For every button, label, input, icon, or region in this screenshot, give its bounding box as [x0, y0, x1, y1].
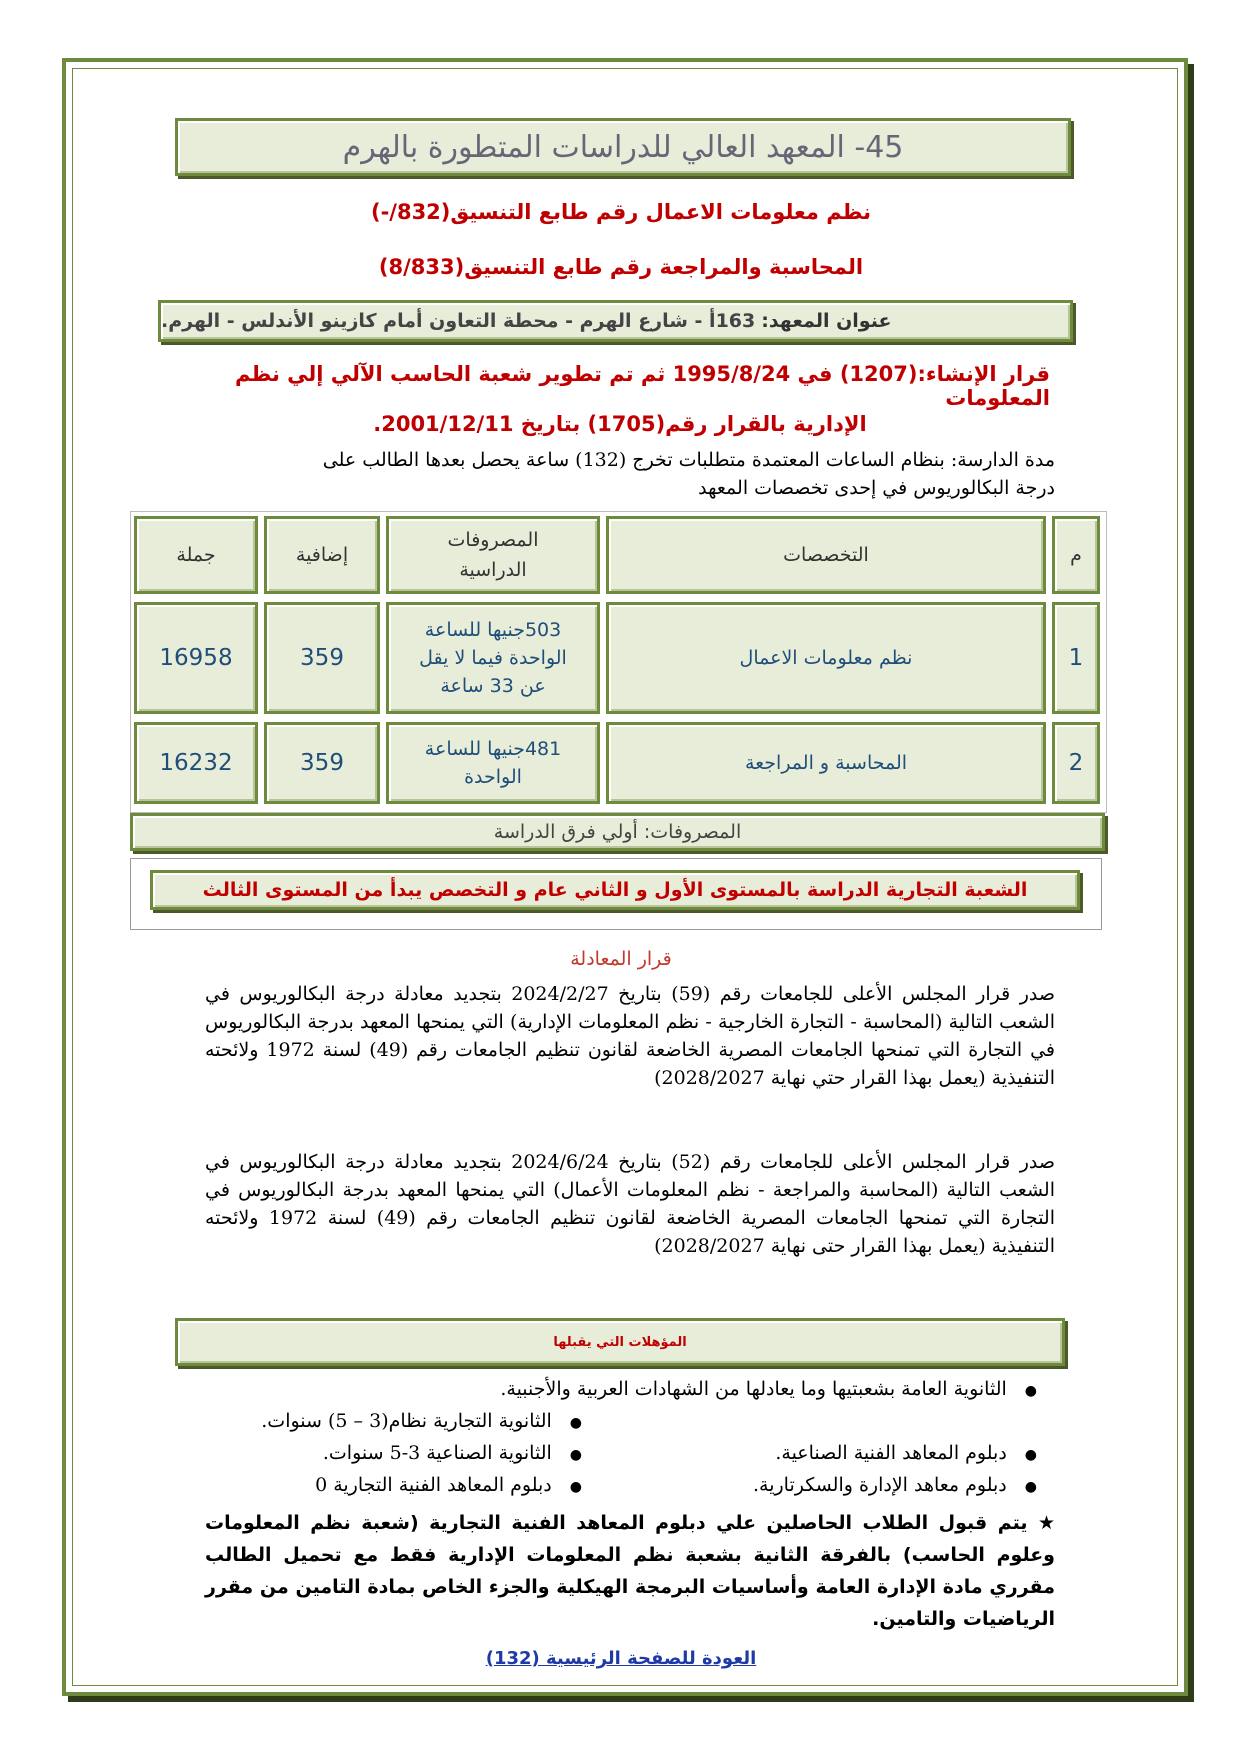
equivalence-title: قرار المعادلة — [570, 948, 672, 970]
branch-note-text: الشعبة التجارية الدراسة بالمستوى الأول و الثاني عام و التخصص يبدأ من المستوى الثالث — [202, 879, 1028, 901]
program-2-line: المحاسبة والمراجعة رقم طابع التنسيق(8/833) — [378, 255, 864, 279]
row-1-num: 1 — [1052, 602, 1100, 714]
qualification-item: ●الثانوية العامة بشعبتيها وما يعادلها من الشهادات العربية والأجنبية. — [500, 1378, 1037, 1400]
row-1-fees — [386, 602, 600, 714]
branch-note — [150, 870, 1080, 910]
institute-title — [175, 118, 1071, 176]
header-fees-line-2: الدراسية — [459, 559, 527, 581]
header-fees — [386, 516, 600, 594]
row-2-num: 2 — [1052, 722, 1100, 804]
qualification-item: ●الثانوية التجارية نظام(3 – 5) سنوات. — [261, 1410, 582, 1432]
row-1-total: 16958 — [134, 602, 258, 714]
equivalence-paragraph-1: صدر قرار المجلس الأعلى للجامعات رقم (59) بتاريخ 2024/2/27 بتجديد معادلة درجة البكالوريوس في الشعب التالية (المحاسبة - التجارة الخارجية - نظم المعلومات الإدارية) التي يمنحها المعهد بدرجة البكالوريوس في التجارة التي تمنحها الجامعات المصرية الخاضعة لقانون تنظيم الجامعات رقم (49) لسنة 1972 ولائحته التنفيذية (يعمل بهذا القرار حتي نهاية 2028/2027) — [205, 983, 1056, 1089]
row-2-fees-line-2: الواحدة — [464, 766, 522, 788]
row-2-extra: 359 — [264, 722, 380, 804]
address-box — [158, 300, 1073, 342]
header-specialization: التخصصات — [606, 516, 1046, 594]
row-1-fees-line-1: 503جنيها للساعة — [424, 619, 562, 641]
address-value: 163أ - شارع الهرم - محطة التعاون أمام كازينو الأندلس - الهرم. — [161, 310, 756, 332]
decree-line-2: الإدارية بالقرار رقم(1705) بتاريخ 2001/12/11. — [373, 412, 867, 436]
qualification-item: ●دبلوم معاهد الإدارة والسكرتارية. — [752, 1474, 1037, 1496]
header-extra: إضافية — [264, 516, 380, 594]
row-1-specialization: نظم معلومات الاعمال — [606, 602, 1046, 714]
back-to-home-link[interactable]: العودة للصفحة الرئيسية (132) — [485, 1648, 757, 1669]
decree-line-1: قرار الإنشاء:(1207) في 1995/8/24 ثم تم تطوير شعبة الحاسب الآلي إلي نظم المعلومات — [235, 362, 1050, 410]
row-1-extra: 359 — [264, 602, 380, 714]
acceptance-note: ★ يتم قبول الطلاب الحاصلين علي دبلوم المعاهد الفنية التجارية (شعبة نظم المعلومات وعلوم الحاسب) بالفرقة الثانية بشعبة نظم المعلومات الإدارية فقط مع تحميل الطالب مقرري مادة الإدارة العامة وأساسيات البرمجة الهيكلية والجزء الخاص بمادة التامين من مقرر الرياضيات والتامين. — [205, 1512, 1055, 1630]
institute-title-text: 45- المعهد العالي للدراسات المتطورة بالهرم — [342, 129, 904, 165]
qualification-item: ●دبلوم المعاهد الفنية التجارية 0 — [315, 1474, 582, 1496]
row-2-fees-line-1: 481جنيها للساعة — [424, 738, 562, 760]
expenses-note-text: المصروفات: أولي فرق الدراسة — [493, 821, 742, 843]
qualifications-title — [175, 1318, 1065, 1366]
row-2-fees — [386, 722, 600, 804]
header-total: جملة — [134, 516, 258, 594]
study-line-2: درجة البكالوريوس في إحدى تخصصات المعهد — [698, 477, 1055, 499]
address-label: عنوان المعهد: — [761, 310, 892, 332]
row-2-total: 16232 — [134, 722, 258, 804]
study-line-1: مدة الدارسة: بنظام الساعات المعتمدة متطلبات تخرج (132) ساعة يحصل بعدها الطالب على — [322, 449, 1055, 471]
expenses-note — [130, 813, 1105, 851]
row-1-fees-line-3: عن 33 ساعة — [440, 675, 546, 697]
qualification-item: ●دبلوم المعاهد الفنية الصناعية. — [775, 1442, 1037, 1464]
program-1-line: نظم معلومات الاعمال رقم طابع التنسيق(832/-) — [370, 200, 872, 224]
header-fees-line-1: المصروفات — [447, 529, 539, 551]
equivalence-paragraph-2: صدر قرار المجلس الأعلى للجامعات رقم (52) بتاريخ 2024/6/24 بتجديد معادلة درجة البكالوريوس في الشعب التالية (المحاسبة والمراجعة - نظم المعلومات الأعمال) التي يمنحها المعهد بدرجة البكالوريوس في التجارة التي تمنحها الجامعات المصرية الخاضعة لقانون تنظيم الجامعات رقم (49) لسنة 1972 ولائحته التنفيذية (يعمل بهذا القرار حتى نهاية 2028/2027) — [205, 1151, 1056, 1257]
row-1-fees-line-2: الواحدة فيما لا يقل — [419, 647, 567, 669]
qualifications-title-text: المؤهلات التي يقبلها — [553, 1334, 687, 1350]
header-num: م — [1052, 516, 1100, 594]
study-duration — [205, 446, 1055, 502]
qualification-item: ●الثانوية الصناعية 3-5 سنوات. — [322, 1442, 582, 1464]
row-2-specialization: المحاسبة و المراجعة — [606, 722, 1046, 804]
